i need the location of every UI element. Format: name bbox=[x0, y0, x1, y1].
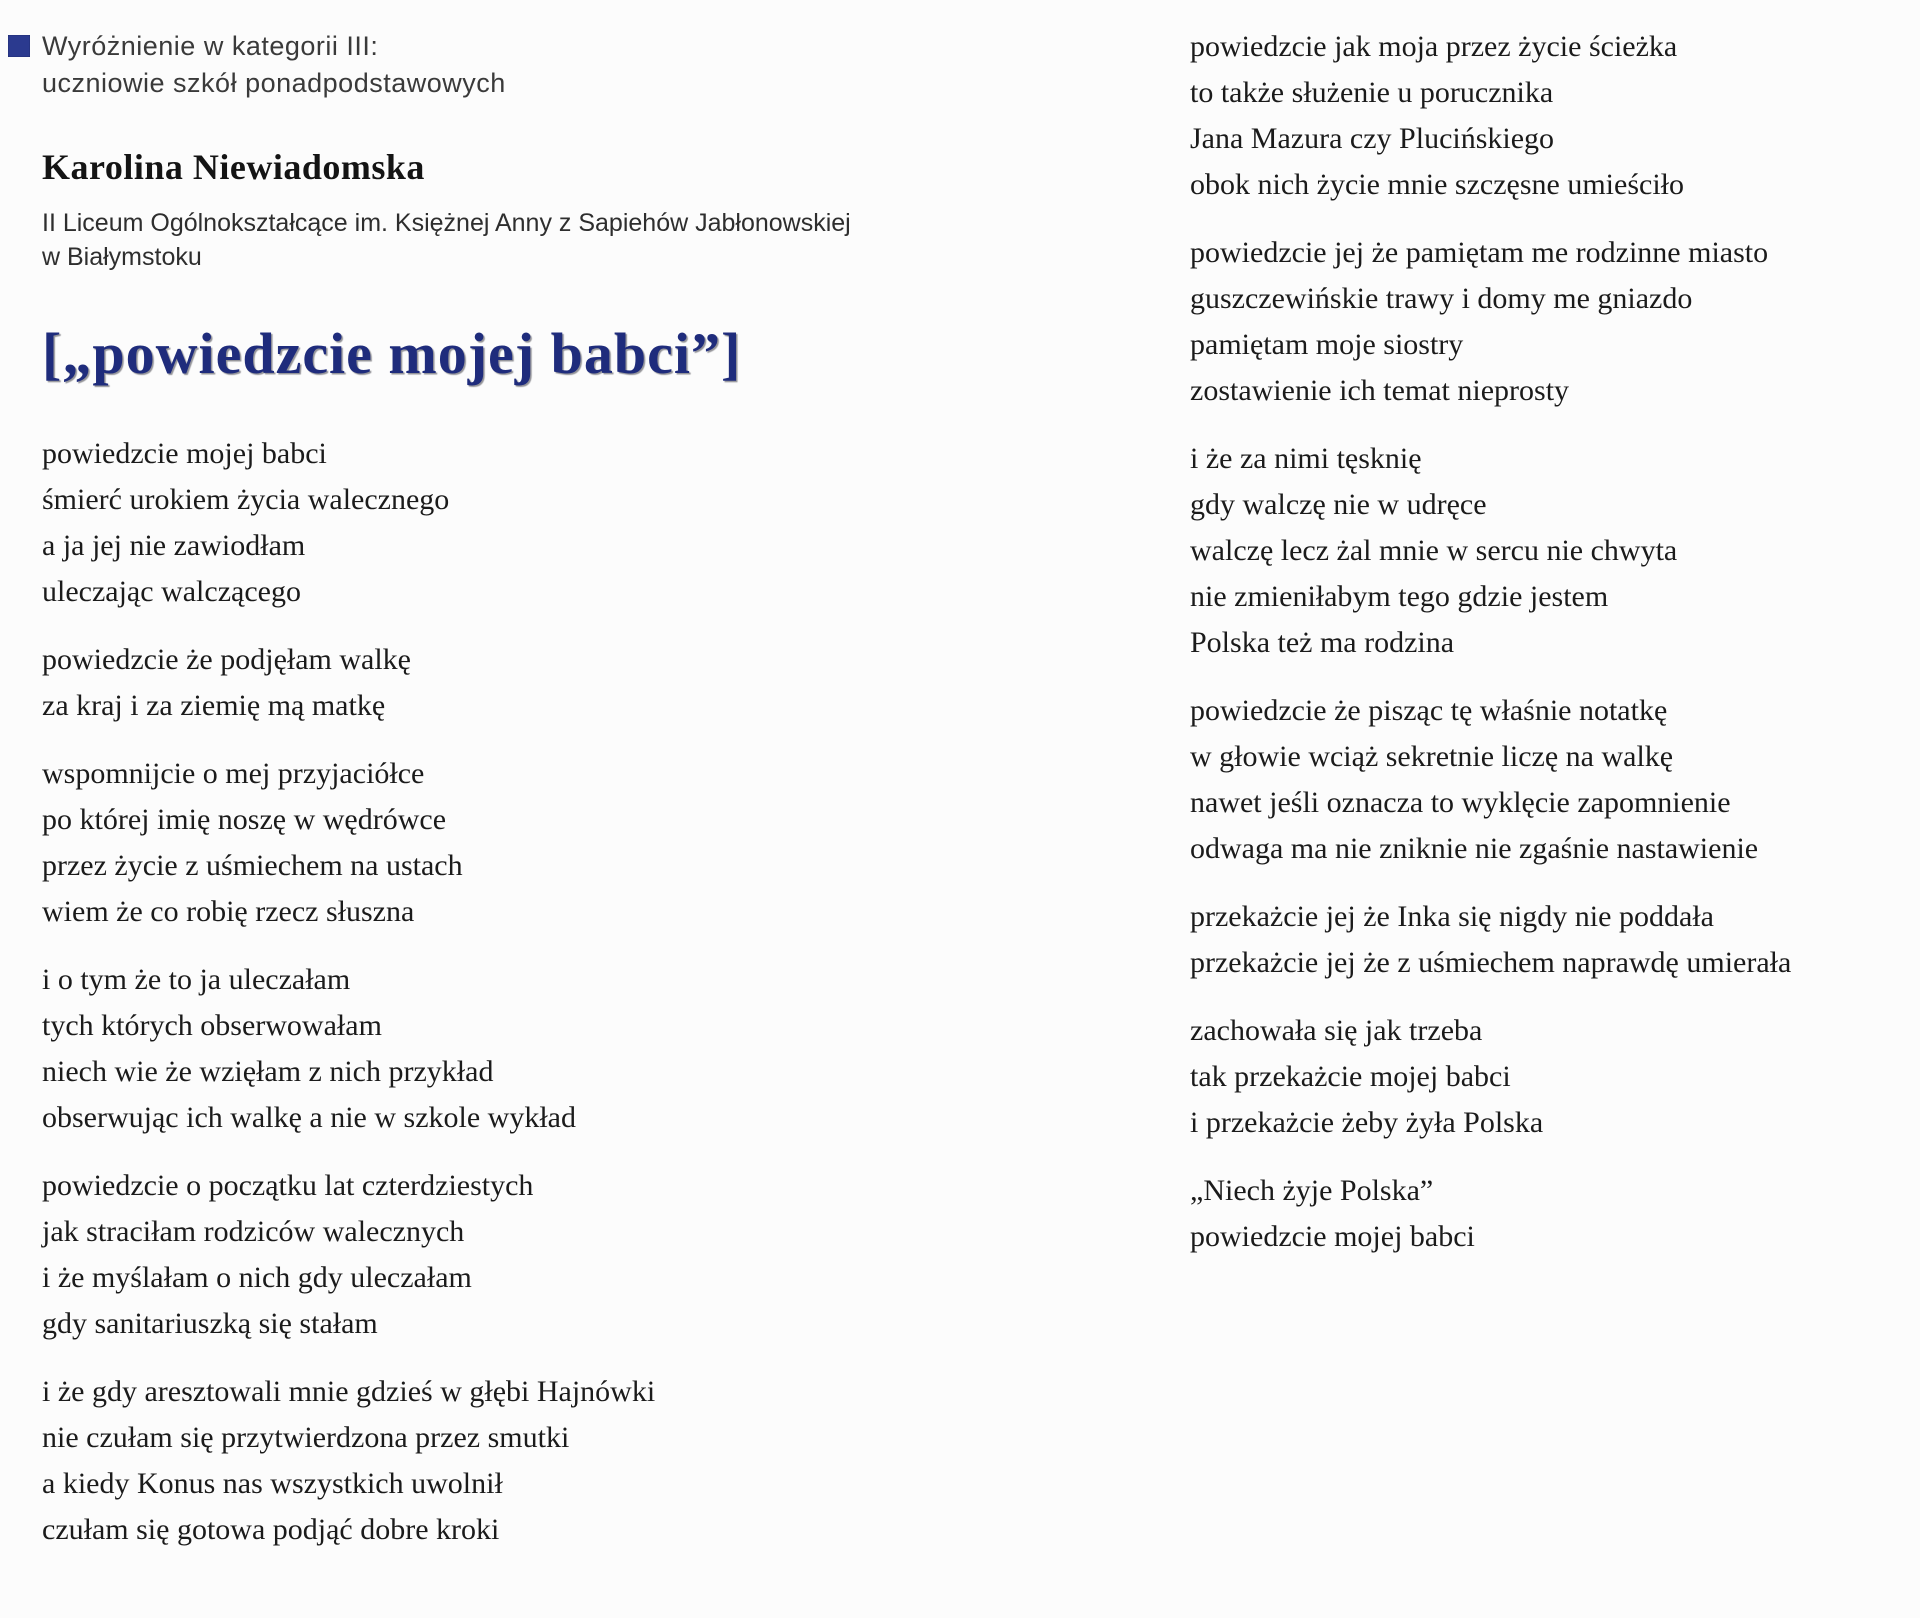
poem-line: obok nich życie mnie szczęsne umieściło bbox=[1190, 168, 1684, 201]
poem-line: nie czułam się przytwierdzona przez smutki bbox=[42, 1421, 570, 1454]
poem-line: jak straciłam rodziców walecznych bbox=[42, 1215, 465, 1248]
poem-line: a kiedy Konus nas wszystkich uwolnił bbox=[42, 1467, 503, 1500]
poem-line: w głowie wciąż sekretnie liczę na walkę bbox=[1190, 740, 1674, 773]
poem-column-right bbox=[1190, 24, 1900, 1260]
poem-line: pamiętam moje siostry bbox=[1190, 328, 1464, 361]
poem-column-left bbox=[42, 431, 1152, 1553]
left-column bbox=[42, 28, 1152, 1575]
poem-line: „Niech żyje Polska” bbox=[1190, 1174, 1434, 1207]
author-name: Karolina Niewiadomska bbox=[42, 147, 425, 187]
poem-line: powiedzcie o początku lat czterdziestych bbox=[42, 1169, 534, 1202]
poem-line: powiedzcie że pisząc tę właśnie notatkę bbox=[1190, 694, 1668, 727]
poem-line: tak przekażcie mojej babci bbox=[1190, 1060, 1511, 1093]
poem-line: śmierć urokiem życia walecznego bbox=[42, 483, 450, 516]
poem-line: i że za nimi tęsknię bbox=[1190, 442, 1422, 475]
poem-line: przez życie z uśmiechem na ustach bbox=[42, 849, 463, 882]
poem-line: przekażcie jej że Inka się nigdy nie poddała bbox=[1190, 900, 1714, 933]
poem-line: i że gdy aresztowali mnie gdzieś w głębi Hajnówki bbox=[42, 1375, 656, 1408]
poem-line: zostawienie ich temat nieprosty bbox=[1190, 374, 1570, 407]
poem-stanza bbox=[42, 957, 1152, 1141]
poem-line: walczę lecz żal mnie w sercu nie chwyta bbox=[1190, 534, 1678, 567]
poem-line: to także służenie u porucznika bbox=[1190, 76, 1554, 109]
poem-line: tych których obserwowałam bbox=[42, 1009, 382, 1042]
poem-line: po której imię noszę w wędrówce bbox=[42, 803, 447, 836]
poem-line: odwaga ma nie zniknie nie zgaśnie nastawienie bbox=[1190, 832, 1759, 865]
poem-line: przekażcie jej że z uśmiechem naprawdę umierała bbox=[1190, 946, 1792, 979]
award-category-note bbox=[42, 28, 1152, 102]
poem-line: za kraj i za ziemię mą matkę bbox=[42, 689, 386, 722]
poem-stanza bbox=[42, 637, 1152, 729]
award-line-1: Wyróżnienie w kategorii III: bbox=[42, 31, 379, 61]
poem-line: obserwując ich walkę a nie w szkole wykład bbox=[42, 1101, 576, 1134]
poem-stanza bbox=[42, 1369, 1152, 1553]
school-line-2: w Białymstoku bbox=[42, 243, 202, 271]
poem-line: powiedzcie mojej babci bbox=[42, 437, 327, 470]
poem-stanza bbox=[1190, 230, 1900, 414]
poem-stanza bbox=[1190, 24, 1900, 208]
poem-line: gdy walczę nie w udręce bbox=[1190, 488, 1487, 521]
poem-line: Polska też ma rodzina bbox=[1190, 626, 1455, 659]
right-column bbox=[1190, 24, 1900, 1282]
poem-line: powiedzcie mojej babci bbox=[1190, 1220, 1475, 1253]
poem-line: i że myślałam o nich gdy uleczałam bbox=[42, 1261, 472, 1294]
poem-line: nie zmieniłabym tego gdzie jestem bbox=[1190, 580, 1609, 613]
poem-line: wspomnijcie o mej przyjaciółce bbox=[42, 757, 425, 790]
award-line-2: uczniowie szkół ponadpodstawowych bbox=[42, 68, 506, 98]
poem-line: i o tym że to ja uleczałam bbox=[42, 963, 351, 996]
poem-line: czułam się gotowa podjąć dobre kroki bbox=[42, 1513, 500, 1546]
poem-line: guszczewińskie trawy i domy me gniazdo bbox=[1190, 282, 1693, 315]
poem-line: gdy sanitariuszką się stałam bbox=[42, 1307, 378, 1340]
poem-stanza bbox=[1190, 688, 1900, 872]
poem-line: niech wie że wzięłam z nich przykład bbox=[42, 1055, 494, 1088]
poem-line: wiem że co robię rzecz słuszna bbox=[42, 895, 415, 928]
poem-stanza bbox=[1190, 1168, 1900, 1260]
poem-stanza bbox=[1190, 436, 1900, 666]
poem-stanza bbox=[1190, 894, 1900, 986]
poem-line: zachowała się jak trzeba bbox=[1190, 1014, 1483, 1047]
poem-title: [„powiedzcie mojej babci”] bbox=[42, 321, 742, 386]
poem-line: uleczając walczącego bbox=[42, 575, 301, 608]
school-line-1: II Liceum Ogólnokształcące im. Księżnej Anny z Sapiehów Jabłonowskiej bbox=[42, 209, 851, 237]
poem-stanza bbox=[42, 751, 1152, 935]
poem-line: a ja jej nie zawiodłam bbox=[42, 529, 306, 562]
square-bullet-icon bbox=[8, 35, 30, 57]
poem-line: powiedzcie że podjęłam walkę bbox=[42, 643, 411, 676]
poem-stanza bbox=[42, 431, 1152, 615]
poem-line: powiedzcie jak moja przez życie ścieżka bbox=[1190, 30, 1678, 63]
poem-line: i przekażcie żeby żyła Polska bbox=[1190, 1106, 1544, 1139]
poem-line: powiedzcie jej że pamiętam me rodzinne miasto bbox=[1190, 236, 1769, 269]
poem-line: nawet jeśli oznacza to wyklęcie zapomnienie bbox=[1190, 786, 1731, 819]
poem-stanza bbox=[1190, 1008, 1900, 1146]
author-school bbox=[42, 206, 1152, 274]
poem-line: Jana Mazura czy Plucińskiego bbox=[1190, 122, 1555, 155]
poem-stanza bbox=[42, 1163, 1152, 1347]
